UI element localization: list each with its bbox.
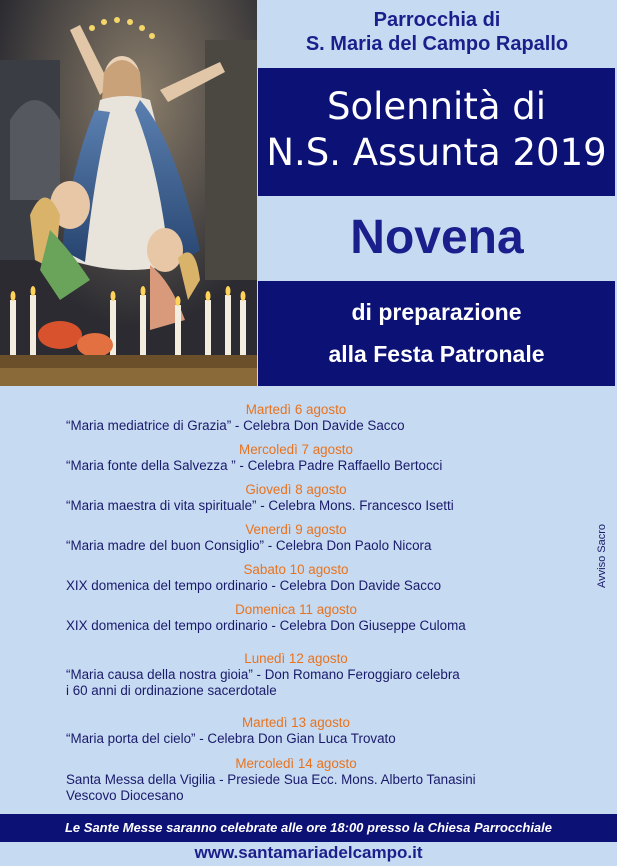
schedule-description-continued: Vescovo Diocesano [66, 788, 184, 803]
schedule-description-continued: i 60 anni di ordinazione sacerdotale [66, 683, 277, 698]
schedule-day [66, 602, 566, 634]
schedule-description: “Maria mediatrice di Grazia” - Celebra Don Davide Sacco [66, 418, 405, 433]
assumption-statue-photo [0, 0, 257, 386]
schedule-date: Domenica 11 agosto [235, 602, 357, 617]
website-link[interactable]: www.santamariadelcampo.it [194, 843, 423, 862]
prep-line-1: di preparazione [351, 299, 522, 325]
schedule-day [66, 715, 566, 747]
schedule-day [66, 482, 566, 514]
schedule-date: Martedì 13 agosto [242, 715, 350, 730]
preparation-banner [258, 281, 615, 386]
schedule-date: Mercoledì 14 agosto [235, 756, 357, 771]
schedule-day [66, 522, 566, 554]
parish-line-2: S. Maria del Campo Rapallo [305, 33, 569, 55]
parish-name [257, 0, 617, 66]
solemnity-banner [258, 68, 615, 196]
schedule-description: “Maria fonte della Salvezza ” - Celebra Padre Raffaello Bertocci [66, 458, 443, 473]
schedule-description: “Maria porta del cielo” - Celebra Don Gian Luca Trovato [66, 731, 396, 746]
solemnity-line-2: N.S. Assunta 2019 [266, 131, 607, 174]
schedule-date: Martedì 6 agosto [245, 402, 347, 417]
schedule-day [66, 756, 566, 804]
schedule-date: Lunedì 12 agosto [244, 651, 348, 666]
avviso-sacro-note: Avviso Sacro [596, 524, 608, 588]
schedule-description: XIX domenica del tempo ordinario - Celebra Don Giuseppe Culoma [66, 618, 466, 633]
schedule-date: Sabato 10 agosto [243, 562, 349, 577]
schedule-description: XIX domenica del tempo ordinario - Celebra Don Davide Sacco [66, 578, 442, 593]
schedule-day [66, 402, 566, 434]
prep-line-2: alla Festa Patronale [328, 341, 545, 367]
schedule-description: “Maria maestra di vita spirituale” - Celebra Mons. Francesco Isetti [66, 498, 454, 513]
schedule-day [66, 651, 566, 699]
schedule-description: “Maria madre del buon Consiglio” - Celebra Don Paolo Nicora [66, 538, 432, 553]
schedule-date: Venerdì 9 agosto [245, 522, 347, 537]
schedule-description: “Maria causa della nostra gioia” - Don Romano Feroggiaro celebra [66, 667, 460, 682]
schedule-date: Mercoledì 7 agosto [239, 442, 353, 457]
solemnity-line-1: Solennità di [326, 85, 547, 128]
novena-title: Novena [350, 211, 524, 264]
schedule-day [66, 562, 566, 594]
schedule-description: Santa Messa della Vigilia - Presiede Sua Ecc. Mons. Alberto Tanasini [66, 772, 476, 787]
schedule-date: Giovedì 8 agosto [245, 482, 347, 497]
mass-time-notice: Le Sante Messe saranno celebrate alle ore 18:00 presso la Chiesa Parrocchiale [0, 814, 617, 842]
parish-line-1: Parrocchia di [373, 9, 501, 31]
schedule-day [66, 442, 566, 474]
